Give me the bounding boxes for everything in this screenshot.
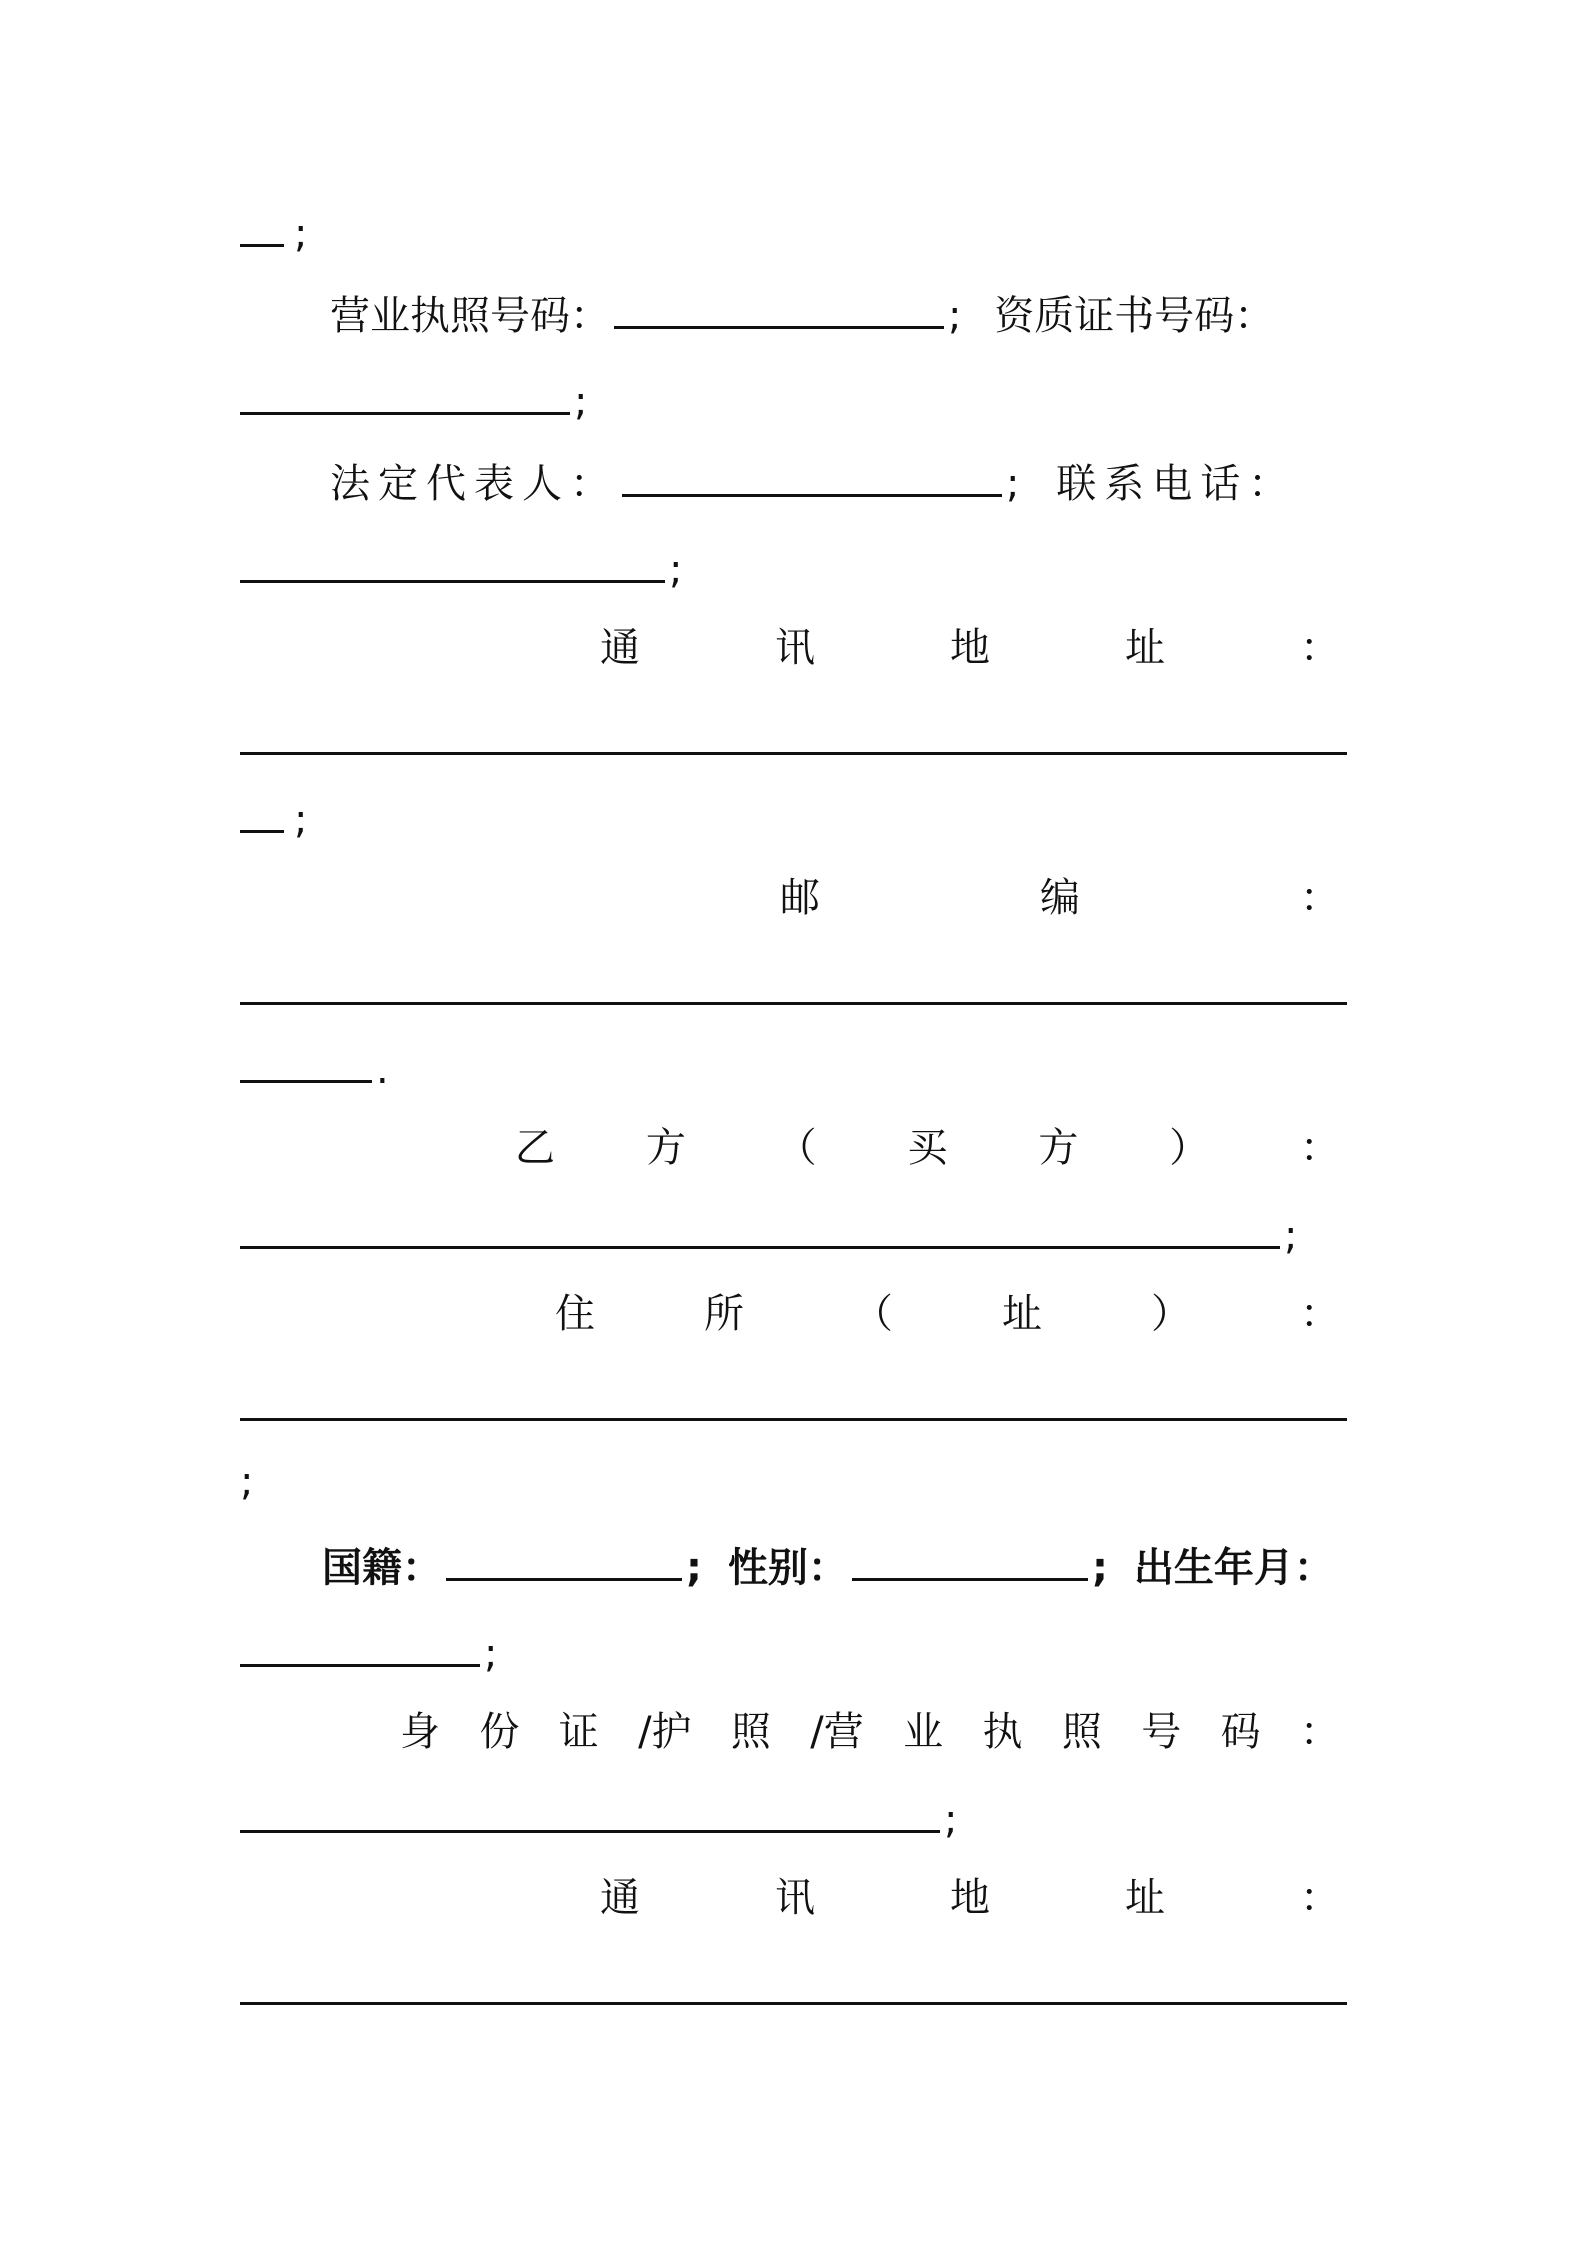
legal-representative-label: 法定代表人： bbox=[330, 461, 618, 507]
punct: ; bbox=[484, 1631, 498, 1677]
address-label-char: 通 bbox=[600, 1875, 640, 1921]
punct: ; bbox=[240, 1459, 254, 1505]
line-8 bbox=[240, 786, 1347, 846]
address-label-char: 地 bbox=[950, 1875, 990, 1921]
address-label-char: 讯 bbox=[775, 1875, 815, 1921]
punct: ; bbox=[948, 293, 962, 339]
gender-field[interactable] bbox=[852, 1534, 1088, 1581]
punct: ; bbox=[1091, 1545, 1108, 1591]
postcode-label-char: ： bbox=[1300, 875, 1340, 921]
postcode-label-char: 编 bbox=[1040, 875, 1080, 921]
phone-field[interactable] bbox=[240, 536, 665, 583]
party-b-field[interactable] bbox=[240, 1202, 1280, 1249]
gender-label: 性别： bbox=[727, 1545, 848, 1591]
line-party-b-label bbox=[515, 1118, 1340, 1178]
id-label-token: 号 bbox=[1141, 1709, 1182, 1755]
residence-label-char: 所 bbox=[704, 1291, 744, 1337]
id-label-token: 执 bbox=[982, 1709, 1023, 1755]
business-license-label: 营业执照号码： bbox=[330, 293, 610, 339]
phone-label: 联系电话： bbox=[1056, 461, 1297, 507]
punct: ; bbox=[1284, 1213, 1298, 1259]
line-legal-representative bbox=[240, 450, 1347, 510]
punct: ; bbox=[294, 211, 308, 257]
birth-date-label: 出生年月： bbox=[1133, 1545, 1334, 1591]
line-1 bbox=[240, 200, 1347, 260]
id-label-token: 照 bbox=[730, 1709, 771, 1755]
line-18 bbox=[240, 1620, 1347, 1680]
line-15 bbox=[240, 1372, 1347, 1432]
blank-field[interactable] bbox=[240, 200, 284, 247]
id-label-token: 身 bbox=[400, 1709, 440, 1755]
line-22 bbox=[240, 1956, 1347, 2016]
line-16 bbox=[240, 1452, 1347, 1512]
address-field[interactable] bbox=[240, 706, 1347, 755]
residence-label-char: 址 bbox=[1002, 1291, 1042, 1337]
address-label-char: ： bbox=[1300, 625, 1340, 671]
line-id-label bbox=[400, 1702, 1340, 1762]
birth-date-field[interactable] bbox=[240, 1620, 480, 1667]
address-label-char: 通 bbox=[600, 625, 640, 671]
party-b-label-char: 方 bbox=[645, 1125, 686, 1171]
qualification-cert-label: 资质证书号码： bbox=[994, 293, 1275, 339]
line-11 bbox=[240, 1036, 1347, 1096]
id-label-token: 份 bbox=[479, 1709, 520, 1755]
party-b-label-char: 乙 bbox=[515, 1125, 555, 1171]
id-label-token: ： bbox=[1299, 1709, 1340, 1755]
line-10 bbox=[240, 956, 1347, 1016]
line-address-label-b bbox=[600, 1868, 1340, 1928]
punct: ; bbox=[944, 1797, 958, 1843]
address-label-char: 址 bbox=[1125, 1875, 1165, 1921]
id-label-token: 照 bbox=[1061, 1709, 1102, 1755]
line-7 bbox=[240, 706, 1347, 766]
legal-representative-field[interactable] bbox=[622, 450, 1002, 497]
residence-label-char: （ bbox=[853, 1291, 893, 1337]
party-b-label-char: （ bbox=[776, 1125, 817, 1171]
punct: ; bbox=[1006, 461, 1020, 507]
line-13 bbox=[240, 1202, 1347, 1262]
postcode-field[interactable] bbox=[240, 956, 1347, 1005]
address-label-char: 址 bbox=[1125, 625, 1165, 671]
punct: ; bbox=[294, 797, 308, 843]
address-label-char: 讯 bbox=[775, 625, 815, 671]
id-label-token: 业 bbox=[903, 1709, 944, 1755]
line-nationality bbox=[322, 1534, 1347, 1594]
line-business-license bbox=[240, 282, 1347, 342]
residence-label-char: ： bbox=[1300, 1291, 1340, 1337]
address-label-char: 地 bbox=[950, 625, 990, 671]
id-label-token: 码 bbox=[1220, 1709, 1261, 1755]
line-5 bbox=[240, 536, 1347, 596]
address-label-char: ： bbox=[1300, 1875, 1340, 1921]
punct: ; bbox=[686, 1545, 702, 1591]
line-20 bbox=[240, 1786, 1347, 1846]
business-license-field[interactable] bbox=[614, 282, 944, 329]
qualification-cert-field[interactable] bbox=[240, 368, 570, 415]
line-residence-label bbox=[555, 1284, 1340, 1344]
id-label-token: /护 bbox=[638, 1709, 692, 1755]
id-label-token: 证 bbox=[558, 1709, 599, 1755]
line-postcode-label bbox=[780, 868, 1340, 928]
address-field-continued[interactable] bbox=[240, 786, 284, 833]
residence-label-char: ） bbox=[1151, 1291, 1191, 1337]
id-label-token: /营 bbox=[810, 1709, 864, 1755]
line-address-label bbox=[600, 618, 1340, 678]
line-3 bbox=[240, 368, 1347, 428]
party-b-label-char: ） bbox=[1169, 1125, 1210, 1171]
party-b-label-char: 方 bbox=[1038, 1125, 1079, 1171]
id-number-field[interactable] bbox=[240, 1786, 940, 1833]
punct: . bbox=[376, 1047, 389, 1093]
postcode-field-continued[interactable] bbox=[240, 1036, 372, 1083]
nationality-field[interactable] bbox=[446, 1534, 682, 1581]
postcode-label-char: 邮 bbox=[780, 875, 820, 921]
residence-field[interactable] bbox=[240, 1372, 1347, 1421]
party-b-label-char: 买 bbox=[907, 1125, 948, 1171]
punct: ; bbox=[574, 379, 588, 425]
address-field-b[interactable] bbox=[240, 1956, 1347, 2005]
residence-label-char: 住 bbox=[555, 1291, 595, 1337]
party-b-label-char: ： bbox=[1299, 1125, 1340, 1171]
punct: ; bbox=[669, 547, 683, 593]
nationality-label: 国籍： bbox=[322, 1545, 442, 1591]
